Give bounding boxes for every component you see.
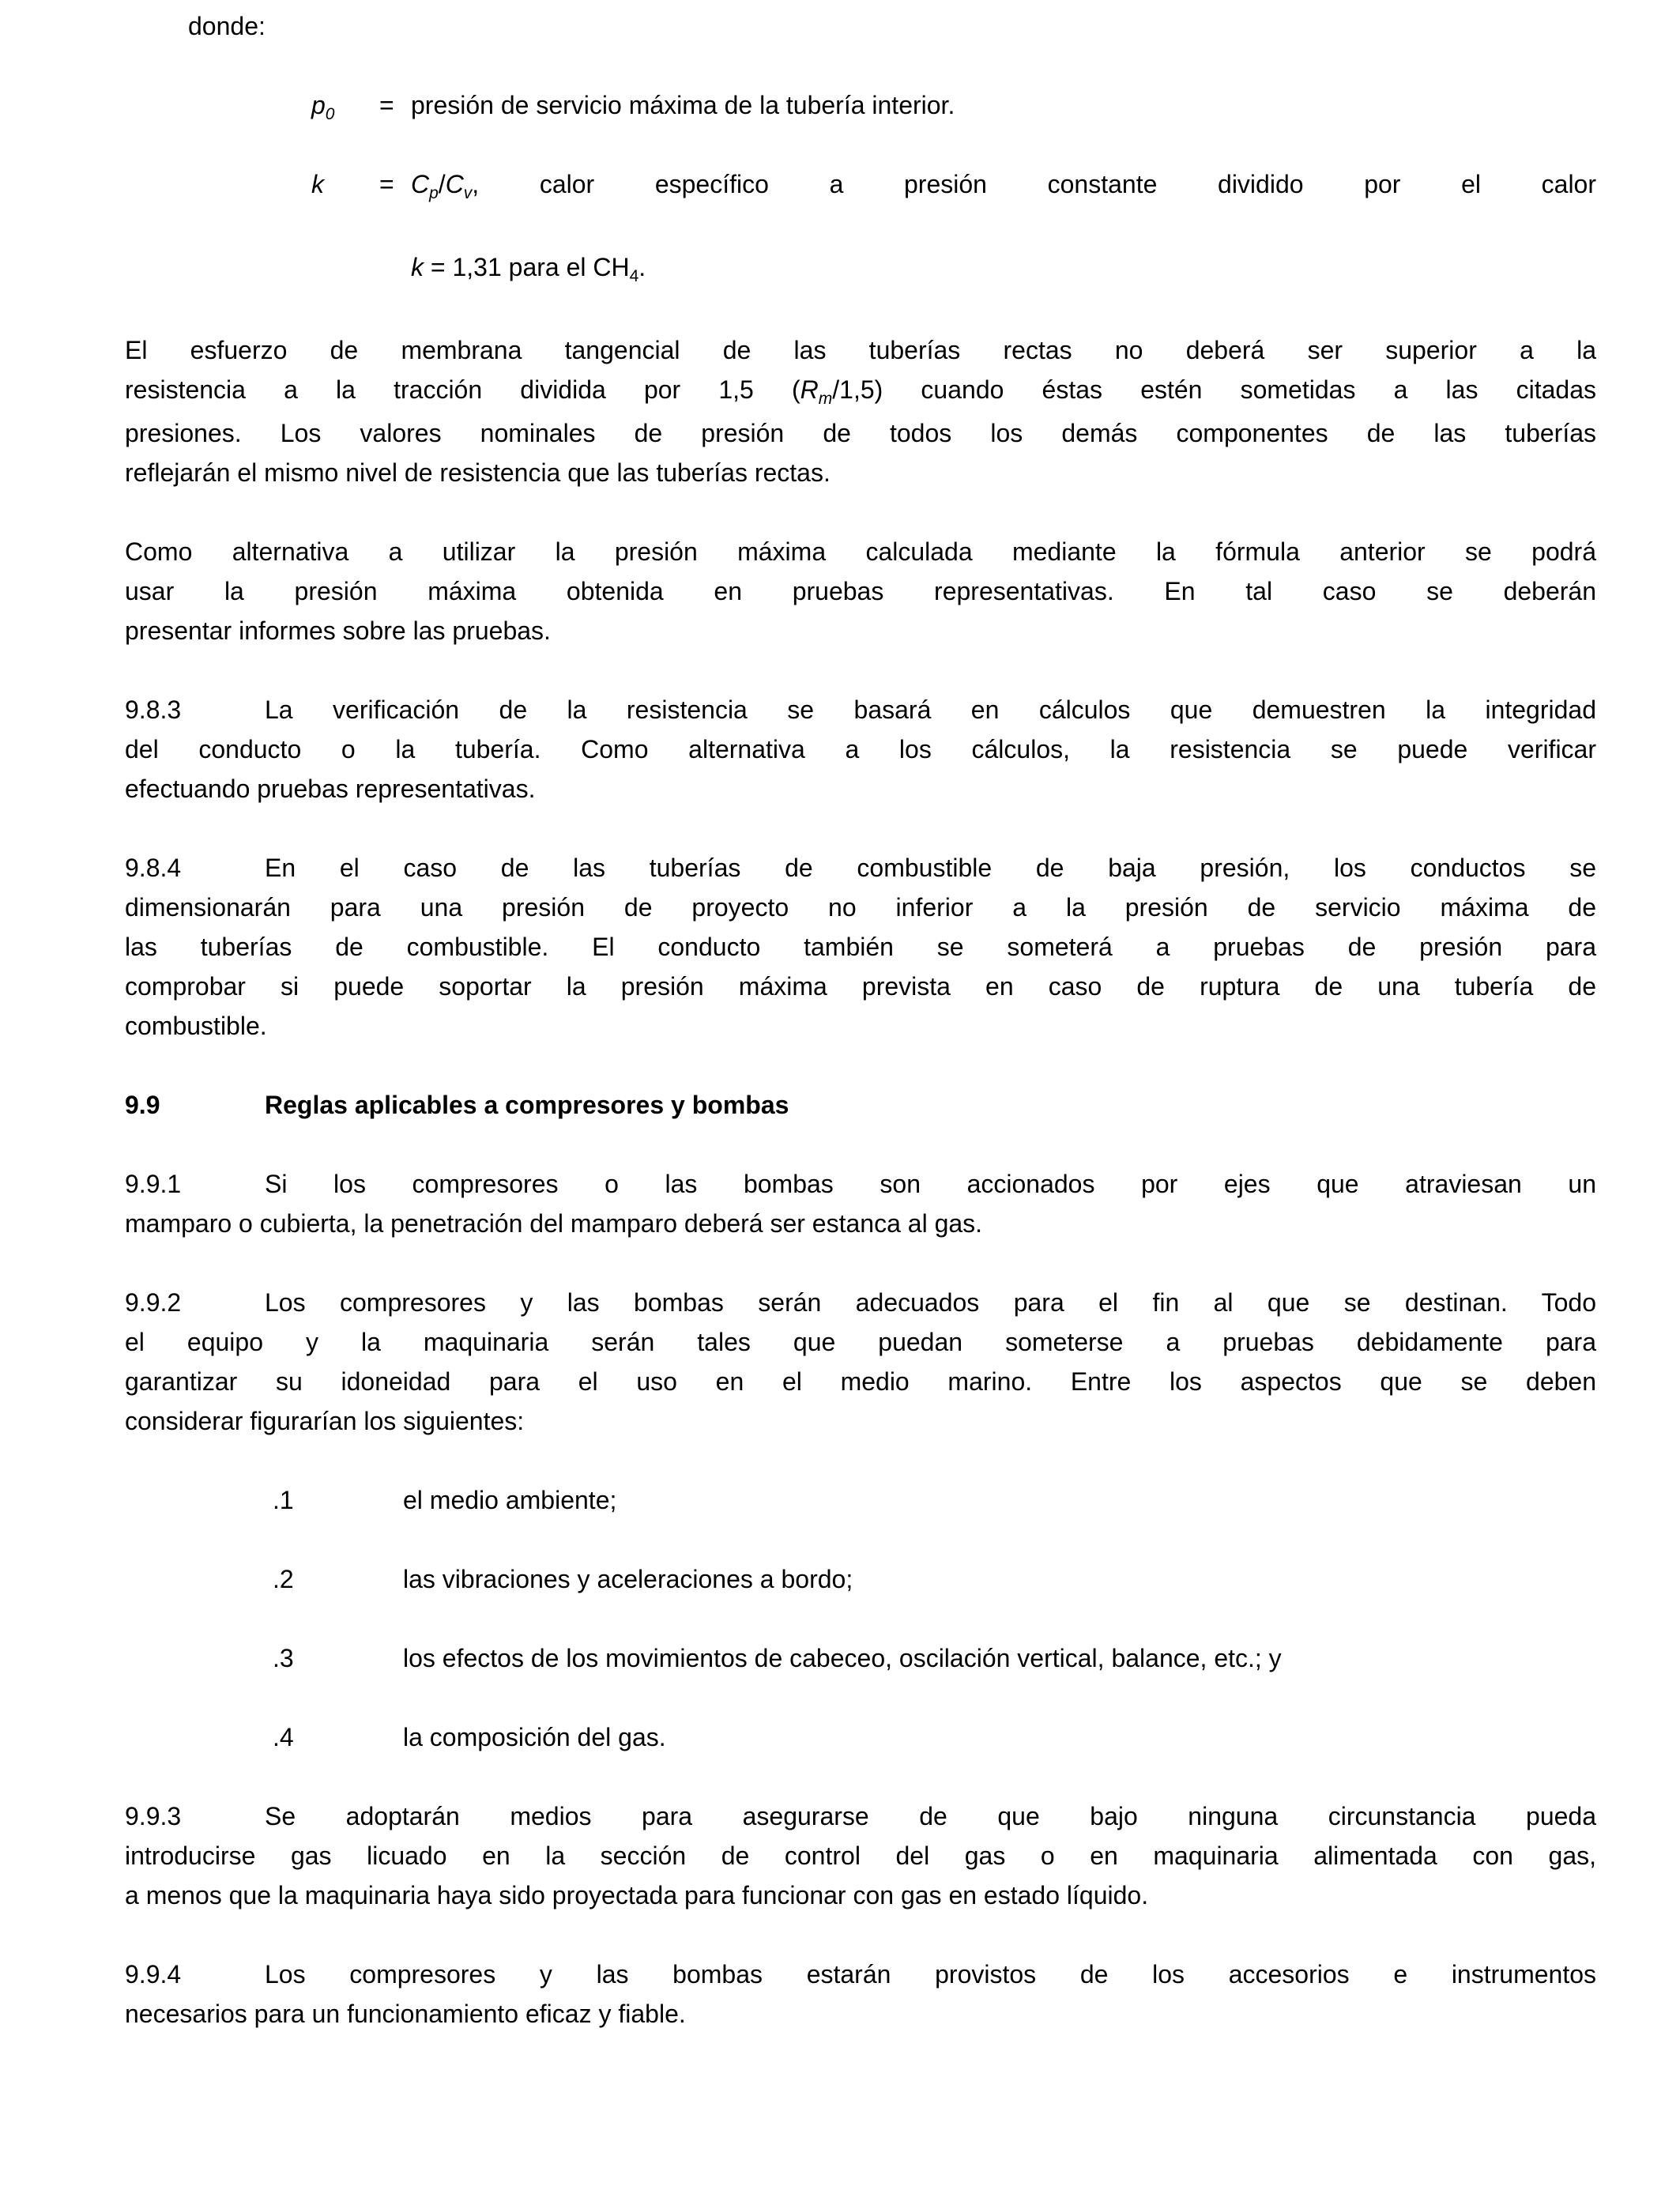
list-item-number: .4 <box>273 1723 294 1751</box>
text-line <box>125 611 1596 650</box>
line-text: donde: <box>188 12 266 40</box>
list-item-number: .3 <box>273 1644 294 1672</box>
paragraph-number: 9.8.3 <box>125 696 182 724</box>
text-line <box>125 532 1596 571</box>
text-run: /1,5) cuando éstas estén sometidas a las citadas <box>832 375 1597 404</box>
line-text: del conducto o la tubería. Como alternativa a los cálculos, la resistencia se puede verificar <box>125 735 1596 763</box>
subscript-text: 0 <box>325 105 335 123</box>
equals-sign: = <box>379 91 394 119</box>
text-line <box>125 690 1596 729</box>
text-line <box>411 85 1596 125</box>
text-line <box>125 1164 1596 1204</box>
text-run: k <box>311 170 324 198</box>
line-text: Como alternativa a utilizar la presión máxima calculada mediante la fórmula anterior se podrá <box>125 537 1596 566</box>
line-text: La verificación de la resistencia se basará en cálculos que demuestren la integridad <box>265 696 1596 724</box>
text-line <box>125 1322 1596 1362</box>
line-text: considerar figurarían los siguientes: <box>125 1407 525 1435</box>
text-line <box>125 769 1596 809</box>
list-item-4 <box>125 1717 1596 1757</box>
subscript-text: m <box>818 390 833 408</box>
definition-term <box>311 164 324 204</box>
text-line <box>125 888 1596 927</box>
paragraph-number: 9.9.2 <box>125 1288 182 1317</box>
text-line <box>125 729 1596 769</box>
paragraph-number: 9.9.1 <box>125 1170 182 1198</box>
text-line <box>125 848 1596 888</box>
text-line <box>125 571 1596 611</box>
list-item-1 <box>125 1480 1596 1520</box>
where-label <box>188 6 1596 46</box>
text-line <box>125 1796 1596 1836</box>
paragraph-alternative-pressure <box>125 532 1596 650</box>
paragraph-9-8-4 <box>125 848 1596 1046</box>
line-text: El esfuerzo de membrana tangencial de las tuberías rectas no deberá ser superior a la <box>125 336 1596 364</box>
line-text: necesarios para un funcionamiento eficaz y fiable. <box>125 2000 686 2028</box>
line-text: garantizar su idoneidad para el uso en el medio marino. Entre los aspectos que se deben <box>125 1367 1596 1396</box>
line-text: presiones. Los valores nominales de presión de todos los demás componentes de las tuberías <box>125 419 1596 447</box>
line-text: Se adoptarán medios para asegurarse de que bajo ninguna circunstancia pueda <box>265 1802 1596 1830</box>
line-text <box>411 170 1596 202</box>
text-line <box>411 247 1596 291</box>
line-text: el medio ambiente; <box>403 1486 617 1514</box>
line-text: el equipo y la maquinaria serán tales que puedan someterse a pruebas debidamente para <box>125 1328 1596 1356</box>
text-run: C <box>445 170 464 198</box>
line-text: Los compresores y las bombas serán adecuados para el fin al que se destinan. Todo <box>265 1288 1596 1317</box>
text-line <box>125 927 1596 967</box>
list-item-number: .2 <box>273 1565 294 1593</box>
text-line <box>403 1559 1596 1599</box>
text-run: / <box>438 170 446 198</box>
text-line <box>188 6 1596 46</box>
line-text: mamparo o cubierta, la penetración del mamparo deberá ser estanca al gas. <box>125 1209 983 1238</box>
paragraph-number: 9.9.4 <box>125 1960 182 1989</box>
subscript-text: p <box>429 184 439 202</box>
text-run: . <box>638 253 646 281</box>
text-line <box>403 1480 1596 1520</box>
paragraph-9-9-2 <box>125 1283 1596 1441</box>
line-text: las vibraciones y aceleraciones a bordo; <box>403 1565 853 1593</box>
line-text: Los compresores y las bombas estarán provistos de los accesorios e instrumentos <box>265 1960 1596 1989</box>
line-text: dimensionarán para una presión de proyecto no inferior a la presión de servicio máxima de <box>125 893 1596 922</box>
line-text: la composición del gas. <box>403 1723 666 1751</box>
text-line <box>125 1994 1596 2034</box>
text-run: R <box>800 375 819 404</box>
text-line <box>125 1836 1596 1875</box>
list-item-3 <box>125 1638 1596 1678</box>
text-line <box>411 164 1596 208</box>
text-run: k <box>411 253 424 281</box>
text-run: C <box>411 170 430 198</box>
text-line <box>403 1638 1596 1678</box>
text-line <box>403 1717 1596 1757</box>
paragraph-number: 9.9.3 <box>125 1802 182 1830</box>
paragraph-9-9-3 <box>125 1796 1596 1915</box>
line-text <box>125 375 1597 408</box>
text-line <box>125 1006 1596 1046</box>
definition-p0 <box>125 85 1596 125</box>
text-run: resistencia a la tracción dividida por 1,5 ( <box>125 375 800 404</box>
list-item-2 <box>125 1559 1596 1599</box>
line-text: a menos que la maquinaria haya sido proyectada para funcionar con gas en estado líquido. <box>125 1881 1149 1909</box>
k-value-note <box>411 247 1596 291</box>
text-line <box>125 1955 1596 1994</box>
text-line <box>125 370 1596 413</box>
text-line <box>125 413 1596 453</box>
line-text: En el caso de las tuberías de combustible de baja presión, los conductos se <box>265 854 1596 882</box>
list-item-number: .1 <box>273 1486 294 1514</box>
subscript-text: 4 <box>629 267 639 285</box>
line-text: comprobar si puede soportar la presión máxima prevista en caso de ruptura de una tubería de <box>125 972 1596 1001</box>
line-text: presentar informes sobre las pruebas. <box>125 616 551 645</box>
line-text: Reglas aplicables a compresores y bombas <box>265 1091 789 1119</box>
paragraph-9-9-4 <box>125 1955 1596 2034</box>
text-run: = 1,31 para el CH <box>424 253 630 281</box>
text-line <box>125 1362 1596 1401</box>
text-line <box>125 1085 1596 1125</box>
line-text: reflejarán el mismo nivel de resistencia que las tuberías rectas. <box>125 458 831 487</box>
text-line <box>125 1875 1596 1915</box>
paragraph-number: 9.9 <box>125 1091 160 1119</box>
text-line <box>125 330 1596 370</box>
text-run: p <box>311 91 326 119</box>
line-text: Si los compresores o las bombas son accionados por ejes que atraviesan un <box>265 1170 1596 1198</box>
definition-k <box>125 164 1596 208</box>
subscript-text: v <box>463 184 473 202</box>
line-text: combustible. <box>125 1012 267 1040</box>
line-text: efectuando pruebas representativas. <box>125 775 536 803</box>
line-text: presión de servicio máxima de la tubería interior. <box>411 91 955 119</box>
line-text: las tuberías de combustible. El conducto también se someterá a pruebas de presión para <box>125 933 1596 961</box>
section-heading-9-9 <box>125 1085 1596 1125</box>
equals-sign: = <box>379 170 394 198</box>
text-line <box>125 1401 1596 1441</box>
line-text: usar la presión máxima obtenida en pruebas representativas. En tal caso se deberán <box>125 577 1596 605</box>
paragraph-number: 9.8.4 <box>125 854 182 882</box>
text-line <box>125 967 1596 1006</box>
paragraph-membrane-stress <box>125 330 1596 492</box>
paragraph-9-8-3 <box>125 690 1596 809</box>
line-text: los efectos de los movimientos de cabeceo, oscilación vertical, balance, etc.; y <box>403 1644 1282 1672</box>
text-line <box>125 1204 1596 1243</box>
paragraph-9-9-1 <box>125 1164 1596 1243</box>
text-line <box>125 453 1596 492</box>
line-text <box>411 253 646 285</box>
text-line <box>125 1283 1596 1322</box>
definition-term <box>311 85 334 129</box>
text-run: , calor específico a presión constante dividido por el calor <box>472 170 1596 198</box>
line-text: introducirse gas licuado en la sección de control del gas o en maquinaria alimentada con gas, <box>125 1842 1596 1870</box>
